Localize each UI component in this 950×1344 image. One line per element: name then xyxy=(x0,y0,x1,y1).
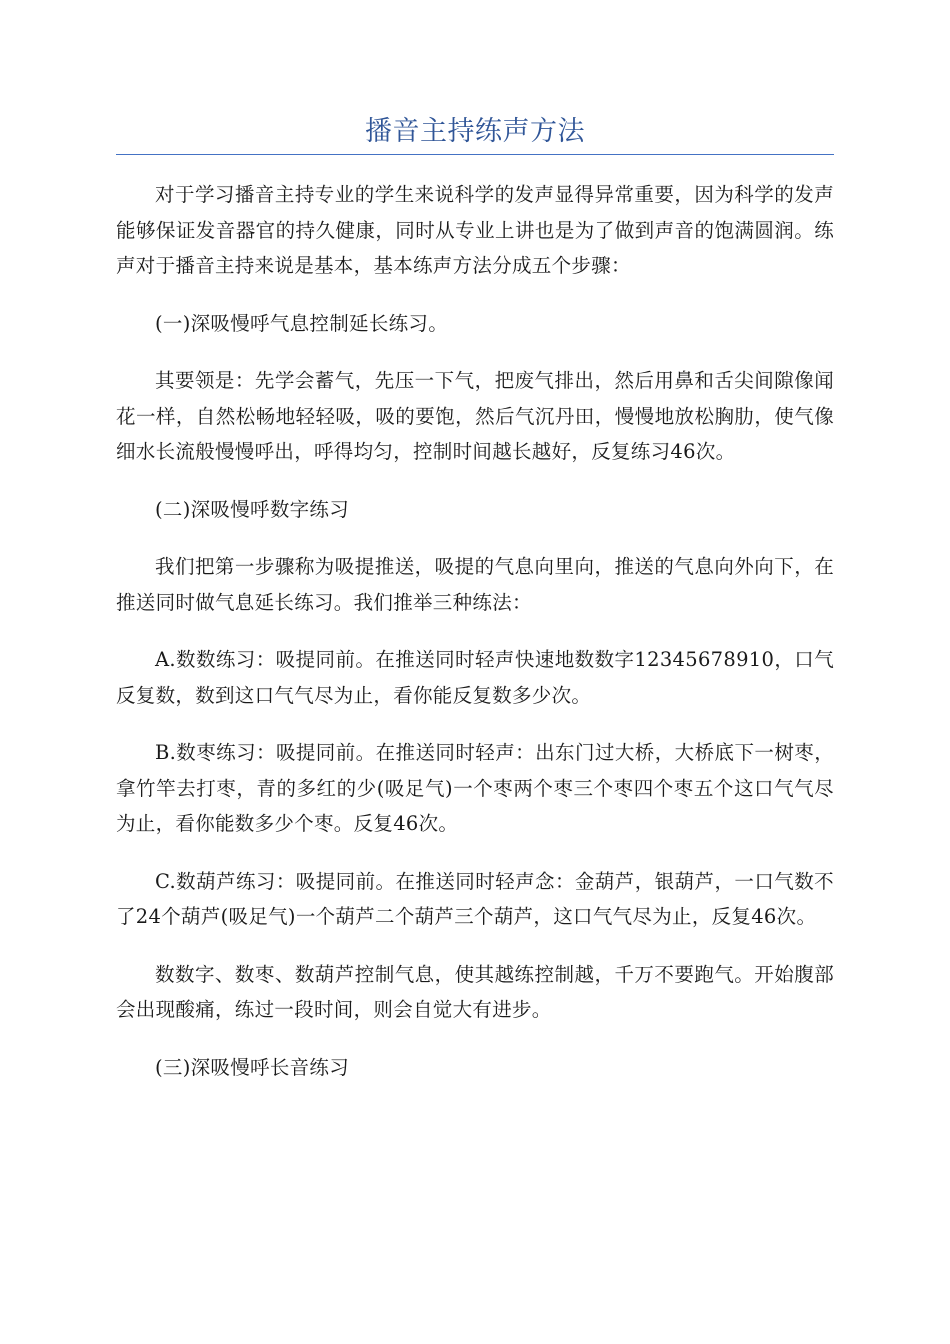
paragraph-intro: 对于学习播音主持专业的学生来说科学的发声显得异常重要，因为科学的发声能够保证发音器官的持久健康，同时从专业上讲也是为了做到声音的饱满圆润。练声对于播音主持来说是基本，基本练声方法分成五个步骤： xyxy=(116,183,834,277)
section-heading-1: (一)深吸慢呼气息控制延长练习。 xyxy=(155,311,449,335)
document-body xyxy=(116,177,834,1085)
section-heading-2: (二)深吸慢呼数字练习 xyxy=(155,497,350,521)
paragraph-breath-control: 其要领是：先学会蓄气，先压一下气，把废气排出，然后用鼻和舌尖间隙像闻花一样，自然松畅地轻轻吸，吸的要饱，然后气沉丹田，慢慢地放松胸肋，使气像细水长流般慢慢呼出，呼得均匀，控制时间越长越好，反复练习46次。 xyxy=(116,369,834,463)
paragraph-exercise-c: C.数葫芦练习：吸提同前。在推送同时轻声念：金葫芦，银葫芦，一口气数不了24个葫芦(吸足气)一个葫芦二个葫芦三个葫芦，这口气气尽为止，反复46次。 xyxy=(116,869,834,928)
title-underline xyxy=(116,154,834,155)
section-heading-3: (三)深吸慢呼长音练习 xyxy=(155,1055,350,1079)
document-page xyxy=(116,0,834,1085)
paragraph-exercise-b: B.数枣练习：吸提同前。在推送同时轻声：出东门过大桥，大桥底下一树枣，拿竹竿去打枣，青的多红的少(吸足气)一个枣两个枣三个枣四个枣五个这口气气尽为止，看你能数多少个枣。反复46次。 xyxy=(116,741,834,835)
paragraph-exercise-a: A.数数练习：吸提同前。在推送同时轻声快速地数数字12345678910，口气反复数，数到这口气气尽为止，看你能反复数多少次。 xyxy=(116,648,834,707)
document-title: 播音主持练声方法 xyxy=(365,116,585,147)
paragraph-push-send: 我们把第一步骤称为吸提推送，吸提的气息向里向，推送的气息向外向下，在推送同时做气息延长练习。我们推举三种练法： xyxy=(116,555,834,614)
paragraph-summary: 数数字、数枣、数葫芦控制气息，使其越练控制越，千万不要跑气。开始腹部会出现酸痛，练过一段时间，则会自觉大有进步。 xyxy=(116,962,834,1021)
